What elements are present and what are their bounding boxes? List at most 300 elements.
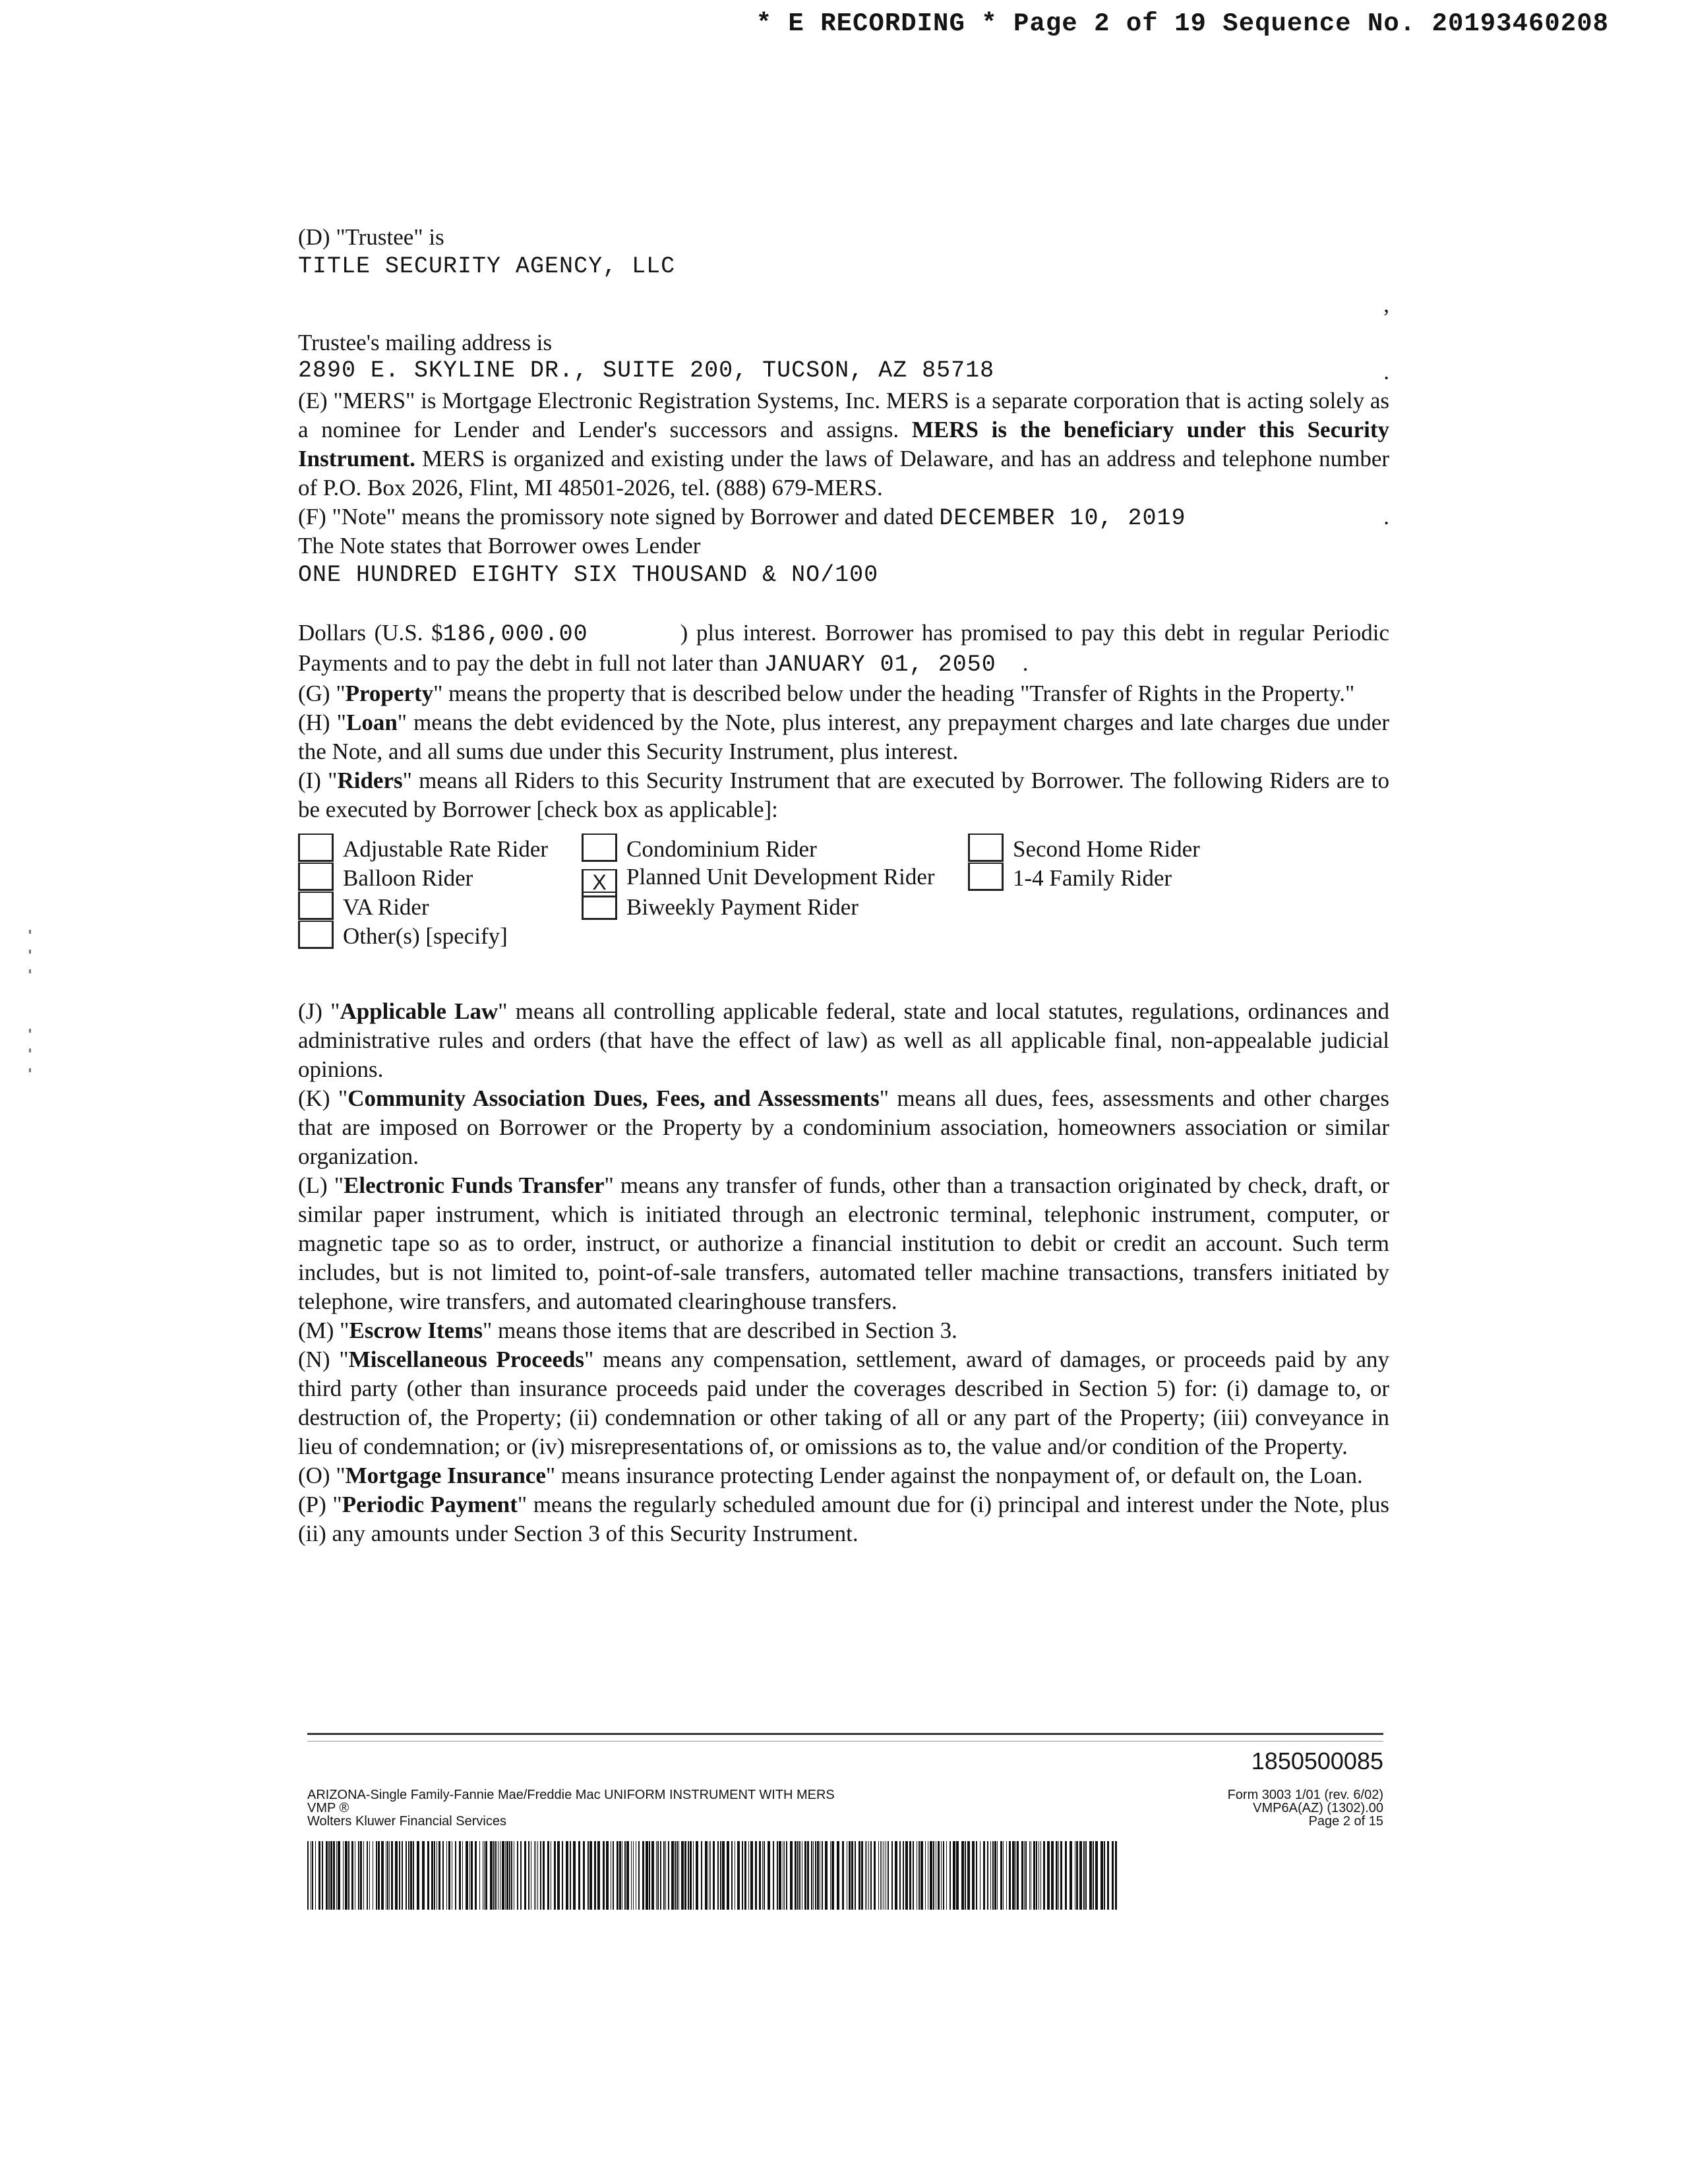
barcode-bar <box>693 1841 694 1910</box>
barcode-bar <box>1017 1841 1019 1910</box>
barcode-bar <box>956 1841 959 1910</box>
definition-term: Property <box>345 681 434 706</box>
spacer <box>298 959 1389 997</box>
definition-term: Escrow Items <box>349 1318 483 1343</box>
barcode-bar <box>811 1841 812 1910</box>
barcode-bar <box>438 1841 440 1910</box>
barcode-bar <box>617 1841 618 1910</box>
margin-mark <box>29 950 31 954</box>
barcode-bar <box>1076 1841 1078 1910</box>
barcode-bar <box>779 1841 781 1910</box>
note-amount: 186,000.00 <box>442 621 588 648</box>
barcode-bar <box>1100 1841 1103 1910</box>
note-date: DECEMBER 10, 2019 <box>939 505 1186 531</box>
barcode-bar <box>938 1841 940 1910</box>
barcode-bar <box>817 1841 819 1910</box>
rider-checkbox[interactable] <box>298 892 334 920</box>
barcode-bar <box>490 1841 493 1910</box>
barcode-bar <box>471 1841 473 1910</box>
barcode-bar <box>520 1841 522 1910</box>
barcode-bar <box>925 1841 926 1910</box>
barcode-bar <box>566 1841 568 1910</box>
barcode-bar <box>748 1841 749 1910</box>
barcode-bar <box>1079 1841 1082 1910</box>
barcode-bar <box>997 1841 998 1910</box>
barcode-bar <box>953 1841 955 1910</box>
barcode-bar <box>408 1841 409 1910</box>
definition-paragraph <box>298 1171 1389 1316</box>
barcode-bar <box>992 1841 994 1910</box>
barcode-bar <box>656 1841 657 1910</box>
barcode-bar <box>943 1841 944 1910</box>
barcode-bar <box>688 1841 689 1910</box>
rider-checkbox[interactable] <box>968 863 1004 891</box>
barcode-bar <box>861 1841 863 1910</box>
barcode-bar <box>381 1841 384 1910</box>
rider-label: Planned Unit Development Rider <box>626 864 935 890</box>
definition-paragraph <box>298 1084 1389 1171</box>
rider-label: 1-4 Family Rider <box>1013 865 1172 891</box>
barcode-bar <box>395 1841 398 1910</box>
barcode-bar <box>784 1841 785 1910</box>
barcode-bar <box>1033 1841 1035 1910</box>
barcode-bar <box>417 1841 419 1910</box>
barcode-bar <box>795 1841 797 1910</box>
rider-label: Adjustable Rate Rider <box>343 836 549 862</box>
definition-mers <box>298 386 1389 502</box>
barcode-bar <box>326 1841 328 1910</box>
barcode-bar <box>1012 1841 1015 1910</box>
barcode-bar <box>768 1841 770 1910</box>
barcode-bar <box>360 1841 362 1910</box>
barcode-bar <box>868 1841 869 1910</box>
barcode-bar <box>312 1841 313 1910</box>
barcode-bar <box>422 1841 425 1910</box>
definition-prefix: (N) " <box>298 1347 349 1372</box>
recording-header: * E RECORDING * Page 2 of 19 Sequence No. 20193460208 <box>756 9 1609 38</box>
barcode-bar <box>1093 1841 1094 1910</box>
barcode-bar <box>722 1841 725 1910</box>
definition-prefix: (G) " <box>298 681 346 706</box>
barcode-bar <box>434 1841 435 1910</box>
definitions-j-p <box>298 997 1389 1548</box>
barcode-bar <box>369 1841 370 1910</box>
barcode-bar <box>547 1841 549 1910</box>
trustee-tick-row <box>298 281 1389 328</box>
barcode-bar <box>762 1841 763 1910</box>
barcode-bar <box>941 1841 942 1910</box>
barcode-bar <box>606 1841 609 1910</box>
note-tick: . <box>1383 504 1389 530</box>
barcode-bar <box>742 1841 743 1910</box>
barcode-bar <box>1056 1841 1058 1910</box>
barcode-bar <box>535 1841 536 1910</box>
definition-prefix: (O) " <box>298 1463 346 1488</box>
definition-term: Loan <box>346 710 398 735</box>
barcode-bar <box>378 1841 380 1910</box>
margin-mark <box>29 1048 31 1052</box>
barcode-bar <box>358 1841 359 1910</box>
barcode-bar <box>851 1841 853 1910</box>
barcode-bar <box>994 1841 996 1910</box>
barcode-bar <box>933 1841 934 1910</box>
barcode-bar <box>705 1841 708 1910</box>
barcode-bar <box>946 1841 947 1910</box>
barcode-bar <box>663 1841 665 1910</box>
barcode-bar <box>967 1841 970 1910</box>
barcode-bar <box>1025 1841 1027 1910</box>
barcode-bar <box>333 1841 335 1910</box>
spacer <box>298 590 1389 619</box>
barcode-bar <box>842 1841 844 1910</box>
definition-paragraph <box>298 1461 1389 1490</box>
definition-text: " means the debt evidenced by the Note, plus interest, any prepayment charges and late charges due under the Note, and all sums due under this Security Instrument, plus interest. <box>298 710 1389 764</box>
barcode-bar <box>1040 1841 1041 1910</box>
barcode-bar <box>764 1841 765 1910</box>
barcode-bar <box>446 1841 447 1910</box>
barcode-bar <box>1047 1841 1050 1910</box>
barcode-bar <box>930 1841 932 1910</box>
rider-checkbox[interactable] <box>298 834 334 862</box>
barcode-bar <box>448 1841 450 1910</box>
barcode-bar <box>505 1841 506 1910</box>
barcode-bar <box>865 1841 866 1910</box>
barcode-bar <box>1015 1841 1016 1910</box>
barcode-bar <box>624 1841 626 1910</box>
barcode-bar <box>328 1841 330 1910</box>
barcode-bar <box>786 1841 787 1910</box>
footer-right-line2: VMP6A(AZ) (1302).00 <box>1253 1801 1383 1815</box>
definition-term: Community Association Dues, Fees, and Assessments <box>347 1085 880 1111</box>
rider-checkbox[interactable] <box>968 834 1004 862</box>
margin-mark <box>29 1068 31 1072</box>
definition-text: " means all controlling applicable federal, state and local statutes, regulations, ordinances and administrative rules and orders (that have the effect of law) as well as all applicable final, non-appealable judicial opinions. <box>298 998 1389 1082</box>
barcode-bar <box>799 1841 800 1910</box>
definition-term: Electronic Funds Transfer <box>344 1172 605 1198</box>
barcode-bar <box>391 1841 393 1910</box>
rider-option <box>298 863 473 892</box>
barcode-bar <box>646 1841 648 1910</box>
barcode-bar <box>1095 1841 1098 1910</box>
barcode-bar <box>675 1841 676 1910</box>
barcode-bar <box>351 1841 353 1910</box>
definition-paragraph <box>298 997 1389 1084</box>
definition-text: " means all dues, fees, assessments and other charges that are imposed on Borrower or the Property by a condominium association, homeowners association or similar organization. <box>298 1085 1389 1169</box>
barcode-bar <box>965 1841 966 1910</box>
barcode-bar <box>859 1841 860 1910</box>
margin-mark <box>29 969 31 973</box>
definition-text: " means insurance protecting Lender against the nonpayment of, or default on, the Loan. <box>545 1463 1363 1488</box>
barcode-bar <box>976 1841 977 1910</box>
barcode-bar <box>813 1841 814 1910</box>
rider-label: VA Rider <box>343 894 429 920</box>
barcode-bar <box>822 1841 823 1910</box>
barcode-bar <box>755 1841 757 1910</box>
barcode-bar <box>495 1841 497 1910</box>
barcode-bar <box>990 1841 991 1910</box>
note-dollars <box>298 619 1389 679</box>
barcode-bar <box>511 1841 512 1910</box>
barcode-bar <box>651 1841 654 1910</box>
barcode-bar <box>665 1841 666 1910</box>
note-row <box>298 502 1389 531</box>
definition-prefix: (H) " <box>298 710 346 735</box>
barcode-bar <box>455 1841 456 1910</box>
rider-checkbox[interactable] <box>298 921 334 949</box>
barcode-bar <box>594 1841 596 1910</box>
barcode-bar <box>899 1841 901 1910</box>
definition-prefix: (J) " <box>298 998 340 1024</box>
note-amount-words: ONE HUNDRED EIGHTY SIX THOUSAND & NO/100 <box>298 562 879 588</box>
barcode-bar <box>1006 1841 1007 1910</box>
barcode-bar <box>1089 1841 1092 1910</box>
barcode-bar <box>1043 1841 1045 1910</box>
barcode-bar <box>431 1841 433 1910</box>
barcode-bar <box>540 1841 541 1910</box>
barcode-bar <box>406 1841 407 1910</box>
barcode-bar <box>903 1841 904 1910</box>
rider-option <box>582 892 859 921</box>
barcode-bar <box>895 1841 897 1910</box>
barcode-bar <box>642 1841 644 1910</box>
barcode-bar <box>1112 1841 1114 1910</box>
rider-label: Second Home Rider <box>1013 836 1200 862</box>
barcode-bar <box>570 1841 571 1910</box>
barcode-bar <box>638 1841 640 1910</box>
barcode-bar <box>696 1841 698 1910</box>
barcode-bar <box>619 1841 621 1910</box>
trustee-address: 2890 E. SKYLINE DR., SUITE 200, TUCSON, AZ 85718 <box>298 357 995 384</box>
definition-prefix: (L) " <box>298 1172 344 1198</box>
barcode-bar <box>528 1841 529 1910</box>
barcode-bar <box>1115 1841 1117 1910</box>
definition-prefix: (P) " <box>298 1492 342 1517</box>
barcode-bar <box>626 1841 629 1910</box>
footer-right-line1: Form 3003 1/01 (rev. 6/02) <box>1227 1788 1383 1802</box>
barcode-bar <box>363 1841 364 1910</box>
barcode-bar <box>849 1841 851 1910</box>
trustee-address-row <box>298 357 1389 386</box>
note-maturity: JANUARY 01, 2050 <box>764 652 996 678</box>
barcode-bar <box>720 1841 721 1910</box>
barcode-bar <box>484 1841 485 1910</box>
barcode-bar <box>493 1841 495 1910</box>
note-owes: The Note states that Borrower owes Lender <box>298 533 701 559</box>
barcode-bar <box>825 1841 828 1910</box>
barcode-bar <box>831 1841 834 1910</box>
barcode-bar <box>830 1841 831 1910</box>
barcode-bar <box>920 1841 923 1910</box>
barcode-bar <box>880 1841 881 1910</box>
footer-rule <box>307 1733 1383 1735</box>
definition-paragraph <box>298 1345 1389 1461</box>
barcode-bar <box>773 1841 774 1910</box>
barcode-bar <box>660 1841 661 1910</box>
barcode-bar <box>410 1841 412 1910</box>
definitions-g-i <box>298 679 1389 824</box>
barcode-bar <box>891 1841 893 1910</box>
barcode-bar <box>750 1841 753 1910</box>
barcode-bar <box>657 1841 659 1910</box>
barcode-bar <box>888 1841 889 1910</box>
barcode-bar <box>790 1841 793 1910</box>
barcode-bar <box>597 1841 600 1910</box>
barcode-bar <box>524 1841 526 1910</box>
barcode-bar <box>678 1841 679 1910</box>
barcode-icon <box>307 1841 1117 1910</box>
barcode-bar <box>727 1841 729 1910</box>
mers-lead: (E) "MERS" is Mortgage Electronic Registration Systems, Inc. MERS is a separate corporation that is acting solely as a nominee for Lender and Lender's successors and assigns. <box>298 388 1389 442</box>
barcode-bar <box>710 1841 711 1910</box>
maturity-tick: . <box>1022 650 1029 676</box>
footer-left-line1: ARIZONA-Single Family-Fannie Mae/Freddie Mac UNIFORM INSTRUMENT WITH MERS <box>307 1788 835 1802</box>
barcode-bar <box>348 1841 349 1910</box>
rider-checkbox[interactable] <box>298 863 334 891</box>
rider-label: Balloon Rider <box>343 865 473 891</box>
barcode-bar <box>502 1841 504 1910</box>
loan-number: 1850500085 <box>1251 1747 1383 1774</box>
footer-left-line3: Wolters Kluwer Financial Services <box>307 1814 506 1829</box>
barcode-bar <box>543 1841 545 1910</box>
barcode-bar <box>376 1841 377 1910</box>
rider-option <box>298 892 429 921</box>
barcode-bar <box>807 1841 809 1910</box>
barcode-bar <box>777 1841 778 1910</box>
definition-term: Riders <box>337 768 403 793</box>
trustee-address-tick: . <box>1383 359 1389 384</box>
barcode-bar <box>1036 1841 1037 1910</box>
margin-mark <box>29 930 31 934</box>
rider-option <box>968 863 1172 892</box>
definition-term: Periodic Payment <box>342 1492 518 1517</box>
dollars-prefix: Dollars (U.S. $ <box>298 620 443 646</box>
footer-left-line2: VMP ® <box>307 1801 349 1815</box>
barcode-bar <box>972 1841 975 1910</box>
rider-label: Other(s) [specify] <box>343 923 508 949</box>
barcode-bar <box>345 1841 347 1910</box>
barcode-bar <box>671 1841 674 1910</box>
barcode-bar <box>1060 1841 1062 1910</box>
barcode-bar <box>583 1841 585 1910</box>
barcode-bar <box>866 1841 867 1910</box>
barcode-bar <box>459 1841 461 1910</box>
definition-prefix: (I) " <box>298 768 338 793</box>
barcode-bar <box>479 1841 480 1910</box>
barcode-bar <box>815 1841 816 1910</box>
barcode-bar <box>690 1841 692 1910</box>
barcode-bar <box>573 1841 576 1910</box>
rider-checkbox[interactable] <box>582 892 617 920</box>
rider-label: Condominium Rider <box>626 836 817 862</box>
barcode-bar <box>402 1841 403 1910</box>
barcode-bar <box>919 1841 920 1910</box>
barcode-bar <box>759 1841 761 1910</box>
barcode-bar <box>509 1841 510 1910</box>
barcode-bar <box>913 1841 914 1910</box>
barcode-bar <box>909 1841 911 1910</box>
definition-text: " means those items that are described in Section 3. <box>482 1318 957 1343</box>
definition-term: Mortgage Insurance <box>345 1463 546 1488</box>
barcode-bar <box>475 1841 477 1910</box>
barcode-bar <box>837 1841 839 1910</box>
barcode-bar <box>1107 1841 1109 1910</box>
barcode-bar <box>462 1841 463 1910</box>
barcode-bar <box>534 1841 535 1910</box>
barcode-bar <box>633 1841 634 1910</box>
rider-checkbox[interactable]: X <box>582 869 617 897</box>
barcode-bar <box>731 1841 733 1910</box>
barcode-bar <box>466 1841 468 1910</box>
definition-prefix: (M) " <box>298 1318 349 1343</box>
barcode-bar <box>537 1841 538 1910</box>
footer-rule-thin <box>307 1741 1383 1742</box>
footer-form-title <box>307 1788 835 1828</box>
barcode-bar <box>649 1841 650 1910</box>
mers-bold: MERS is the beneficiary under this Security Instrument. <box>298 417 1389 471</box>
barcode-bar <box>343 1841 344 1910</box>
barcode-bar <box>578 1841 580 1910</box>
barcode-bar <box>389 1841 390 1910</box>
barcode-bar <box>613 1841 614 1910</box>
barcode-bar <box>1058 1841 1059 1910</box>
barcode-bar <box>1065 1841 1067 1910</box>
barcode-bar <box>338 1841 340 1910</box>
barcode-bar <box>506 1841 508 1910</box>
barcode-bar <box>1003 1841 1004 1910</box>
barcode-bar <box>315 1841 316 1910</box>
barcode-bar <box>701 1841 702 1910</box>
barcode-bar <box>588 1841 589 1910</box>
barcode-bar <box>1104 1841 1105 1910</box>
definition-paragraph <box>298 766 1389 824</box>
barcode-bar <box>562 1841 563 1910</box>
barcode-bar <box>744 1841 746 1910</box>
barcode-bar <box>797 1841 799 1910</box>
rider-option <box>298 834 548 863</box>
riders-checkboxes <box>298 834 1389 959</box>
definition-text: " means any compensation, settlement, award of damages, or proceeds paid by any third party (other than insurance proceeds paid under the coverages described in Section 5) for: (i) damage to, or destruction of, the Property; (ii) condemnation or other taking of all or any part of the Property; (iii) conveyance in lieu of condemnation; or (iv) misrepresentations of, or omissions as to, the value and/or condition of the Property. <box>298 1347 1389 1459</box>
barcode-bar <box>330 1841 332 1910</box>
barcode-bar <box>713 1841 715 1910</box>
barcode-bar <box>677 1841 678 1910</box>
barcode-bar <box>1029 1841 1030 1910</box>
definition-text: " means all Riders to this Security Instrument that are executed by Borrower. The following Riders are to be executed by Borrower [check box as applicable]: <box>298 768 1389 822</box>
definition-paragraph <box>298 1490 1389 1548</box>
footer-form-number <box>1228 1788 1383 1828</box>
barcode-bar <box>589 1841 592 1910</box>
margin-mark <box>29 1029 31 1033</box>
barcode-bar <box>1070 1841 1072 1910</box>
barcode-bar <box>367 1841 368 1910</box>
barcode-bar <box>1024 1841 1025 1910</box>
barcode-bar <box>318 1841 320 1910</box>
barcode-bar <box>1085 1841 1087 1910</box>
definition-paragraph <box>298 708 1389 766</box>
barcode-bar <box>336 1841 337 1910</box>
barcode-bar <box>485 1841 487 1910</box>
barcode-bar <box>668 1841 669 1910</box>
note-lead: (F) "Note" means the promissory note signed by Borrower and dated <box>298 504 934 530</box>
barcode-bar <box>1009 1841 1011 1910</box>
barcode-bar <box>717 1841 719 1910</box>
barcode-bar <box>855 1841 856 1910</box>
trustee-address-label: Trustee's mailing address is <box>298 330 553 355</box>
document-page <box>298 223 1389 1548</box>
trustee-tick: , <box>1383 291 1389 317</box>
definition-text: " means the regularly scheduled amount due for (i) principal and interest under the Note, plus (ii) any amounts under Section 3 of this Security Instrument. <box>298 1492 1389 1546</box>
barcode-bar <box>684 1841 686 1910</box>
rider-checkbox[interactable] <box>582 834 617 862</box>
